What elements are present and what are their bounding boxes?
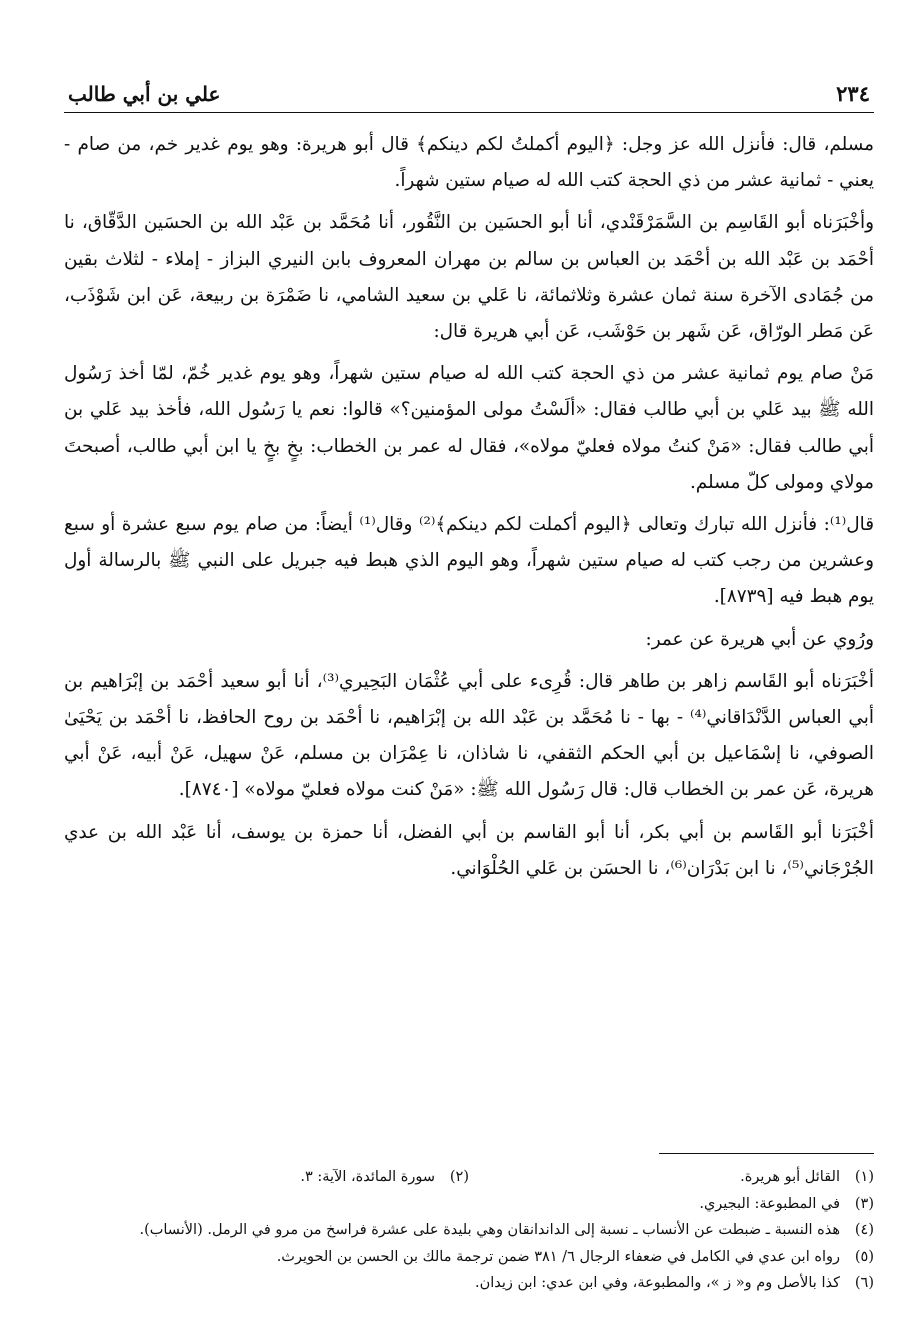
footnote: [64, 1191, 874, 1218]
footnote-number: (٥): [854, 1248, 874, 1265]
footnote-divider: [659, 1153, 874, 1154]
book-title: علي بن أبي طالب: [68, 82, 221, 106]
footnote-text: في المطبوعة: البجيري.: [699, 1195, 840, 1212]
main-text: [64, 127, 874, 887]
footnote: [64, 1244, 874, 1271]
paragraph: ورُوي عن أبي هريرة عن عمر:: [645, 628, 874, 650]
footnote: [469, 1164, 874, 1191]
footnote-text: كذا بالأصل وم و« ز »، والمطبوعة، وفي ابن عدي: ابن زيدان.: [474, 1275, 840, 1291]
footnote-number: (٦): [854, 1275, 874, 1291]
paragraph: أخْبَرَناه أبو القَاسم زاهر بن طاهر قال: قُرِىء على أبي عُثْمَان البَحِيري⁽³⁾، أنا أبو سعيد أحْمَد بن إبْرَاهيم بن أبي العباس الدَّنْدَاقاني⁽⁴⁾ - بها - نا مُحَمَّد بن عَبْد الله بن إبْرَاهيم، نا أحْمَد بن روح الحافظ، نا أحْمَد بن يَحْيَىٰ الصوفي، نا إسْمَاعيل بن أبي الحكم الثقفي، نا شاذان، نا عِمْرَان بن مسلم، عَنْ سهيل، عَنْ أبيه، عَنْ أبي هريرة، عَن عمر بن الخطاب قال: قال رَسُول الله ﷺ: «مَنْ كنت مولاه فعليّ مولاه» [٨٧٤٠].: [64, 670, 875, 801]
paragraph: أخْبَرَنا أبو القَاسم بن أبي بكر، أنا أبو القاسم بن أبي الفضل، أنا حمزة بن يوسف، أنا عَبْد الله بن عدي الجُرْجَاني⁽⁵⁾، نا ابن بَدْرَان⁽⁶⁾، نا الحسَن بن عَلي الحُلْوَاني.: [64, 821, 874, 879]
footnote-number: (٣): [854, 1195, 874, 1212]
paragraph: مسلم، قال: فأنزل الله عز وجل: ﴿اليوم أكملتُ لكم دينكم﴾ قال أبو هريرة: وهو يوم غدير خم، من صام - يعني - ثمانية عشر من ذي الحجة كتب الله له صيام ستين شهراً.: [64, 134, 874, 192]
footnote-text: سورة المائدة، الآية: ٣.: [300, 1169, 435, 1185]
paragraph: قال⁽¹⁾: فأنزل الله تبارك وتعالى ﴿اليوم أكملت لكم دينكم﴾⁽²⁾ وقال⁽¹⁾ أيضاً: من صام يوم سبع عشرة أو سبع وعشرين من رجب كتب له صيام ستين شهراً، وهو اليوم الذي هبط فيه جبريل على النبي ﷺ بالرسالة أول يوم هبط فيه [٨٧٣٩].: [64, 514, 874, 608]
footnote-text: القائل أبو هريرة.: [740, 1169, 840, 1185]
footnote: [64, 1217, 874, 1244]
page: [64, 62, 874, 893]
page-number: ٢٣٤: [836, 81, 870, 106]
footnote-text: رواه ابن عدي في الكامل في ضعفاء الرجال ٦/ ٣٨١ ضمن ترجمة مالك بن الحسن بن الحويرث.: [276, 1248, 840, 1265]
footnote-number: (١): [854, 1169, 874, 1185]
footnote-number: (٢): [449, 1169, 469, 1185]
running-header: [64, 62, 874, 113]
footnotes: [64, 1153, 874, 1297]
footnote: [64, 1270, 874, 1297]
paragraph: مَنْ صام يوم ثمانية عشر من ذي الحجة كتب الله له صيام ستين شهراً، وهو يوم غدير خُمّ، لمّا أخذ رَسُول الله ﷺ بيد عَلي بن أبي طالب فقال: «ألَسْتُ مولى المؤمنين؟» قالوا: نعم يا رَسُول الله، فأخذ بيد عَلي بن أبي طالب فقال: «مَنْ كنتُ مولاه فعليّ مولاه»، فقال له عمر بن الخطاب: بخٍ بخٍ يا ابن أبي طالب، أصبحتَ مولاي ومولى كلّ مسلم.: [64, 363, 874, 493]
footnote-text: هذه النسبة ـ ضبطت عن الأنساب ـ نسبة إلى الداندانقان وهي بليدة على عشرة فراسخ من مرو في الرمل. (الأنساب).: [139, 1222, 840, 1238]
footnote-row: [64, 1164, 874, 1191]
footnote: [64, 1164, 469, 1191]
paragraph: وأخْبَرَناه أبو القَاسِم بن السَّمَرْقَنْدي، أنا أبو الحسَين بن النَّقُور، أنا مُحَمَّد بن عَبْد الله بن الحسَين الدَّقّاق، نا أحْمَد بن عَبْد الله بن أحْمَد بن العباس بن سالم بن مهران المعروف بابن النيري البزاز - إملاء - لثلاث بقين من جُمَادى الآخرة سنة ثمان عشرة وثلاثمائة، نا عَلي بن سعيد الشامي، نا ضَمْرَة بن ربيعة، عَن ابن شَوْذَب، عَن مَطر الورّاق، عَن شَهر بن حَوْشَب، عَن أبي هريرة قال:: [64, 212, 874, 343]
footnote-number: (٤): [854, 1222, 874, 1238]
